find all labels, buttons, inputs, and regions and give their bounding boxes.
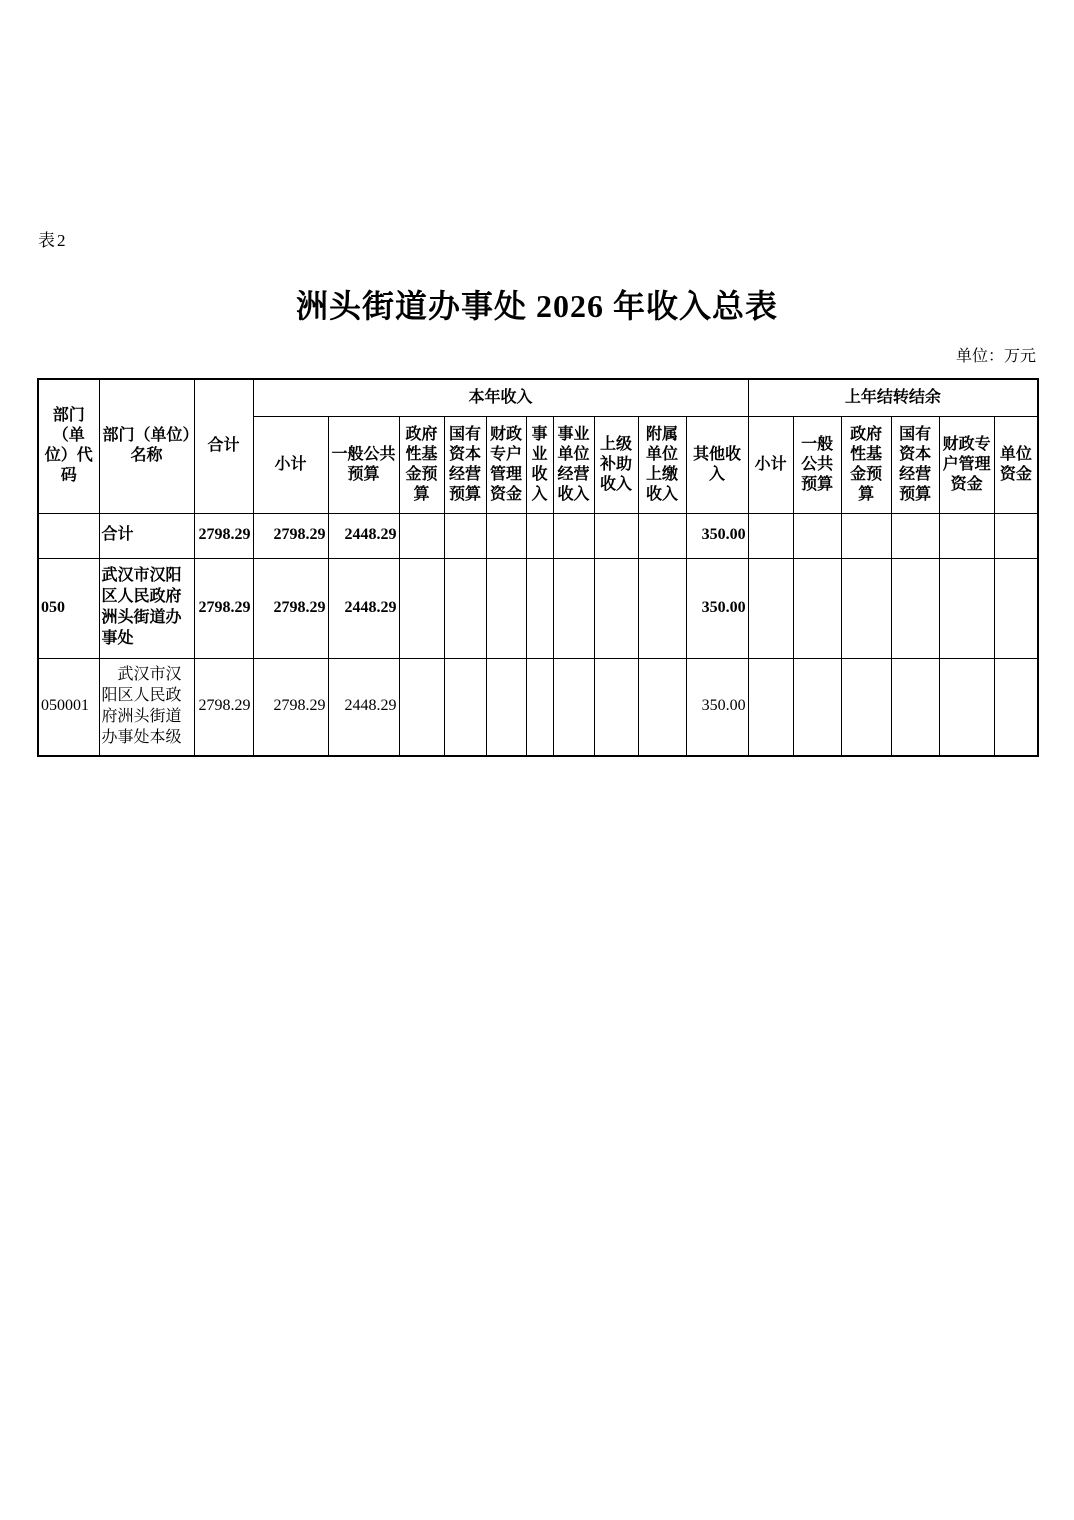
header-cy-business-operating: 事业单位经营收入 xyxy=(553,416,594,513)
cell-total: 2798.29 xyxy=(194,558,253,658)
cell-co-unit-funds xyxy=(994,558,1038,658)
cell-cy-state-capital xyxy=(444,558,486,658)
cell-cy-other-income: 350.00 xyxy=(686,658,748,756)
cell-co-unit-funds xyxy=(994,658,1038,756)
cell-co-subtotal xyxy=(748,558,793,658)
cell-cy-superior-subsidy xyxy=(594,658,638,756)
header-cy-general-budget: 一般公共预算 xyxy=(328,416,399,513)
cell-cy-state-capital xyxy=(444,658,486,756)
cell-cy-gov-fund xyxy=(399,513,444,558)
cell-name: 合计 xyxy=(99,513,194,558)
cell-cy-business-operating xyxy=(553,658,594,756)
cell-cy-affiliate-remit xyxy=(638,513,686,558)
header-co-fiscal-account: 财政专户管理资金 xyxy=(939,416,994,513)
header-co-general-budget: 一般公共预算 xyxy=(793,416,841,513)
table-number-label: 表2 xyxy=(38,231,68,250)
cell-code: 050001 xyxy=(38,658,99,756)
cell-cy-gov-fund xyxy=(399,558,444,658)
header-total: 合计 xyxy=(194,379,253,513)
header-cy-business-income: 事业收入 xyxy=(526,416,553,513)
cell-co-subtotal xyxy=(748,658,793,756)
header-co-state-capital: 国有资本经营预算 xyxy=(891,416,939,513)
cell-cy-subtotal: 2798.29 xyxy=(253,558,328,658)
cell-cy-gov-fund xyxy=(399,658,444,756)
cell-co-fiscal-account xyxy=(939,513,994,558)
header-cy-gov-fund: 政府性基金预算 xyxy=(399,416,444,513)
header-carryover: 上年结转结余 xyxy=(748,379,1038,416)
cell-cy-business-operating xyxy=(553,558,594,658)
header-cy-other-income: 其他收入 xyxy=(686,416,748,513)
cell-co-gov-fund xyxy=(841,513,891,558)
cell-cy-business-income xyxy=(526,513,553,558)
header-cy-subtotal: 小计 xyxy=(253,416,328,513)
header-cy-superior-subsidy: 上级补助收入 xyxy=(594,416,638,513)
cell-cy-affiliate-remit xyxy=(638,558,686,658)
cell-cy-superior-subsidy xyxy=(594,513,638,558)
cell-name: 武汉市汉阳区人民政府洲头街道办事处 xyxy=(99,558,194,658)
header-cy-fiscal-account: 财政专户管理资金 xyxy=(486,416,526,513)
cell-cy-general-budget: 2448.29 xyxy=(328,658,399,756)
table-row-sub-unit xyxy=(38,658,1038,756)
cell-code xyxy=(38,513,99,558)
header-dept-code: 部门（单位）代码 xyxy=(38,379,99,513)
cell-cy-affiliate-remit xyxy=(638,658,686,756)
cell-cy-general-budget: 2448.29 xyxy=(328,513,399,558)
cell-cy-business-income xyxy=(526,658,553,756)
cell-co-general-budget xyxy=(793,658,841,756)
cell-cy-subtotal: 2798.29 xyxy=(253,513,328,558)
header-co-gov-fund: 政府性基金预算 xyxy=(841,416,891,513)
cell-cy-general-budget: 2448.29 xyxy=(328,558,399,658)
cell-co-state-capital xyxy=(891,558,939,658)
cell-co-fiscal-account xyxy=(939,658,994,756)
cell-cy-business-operating xyxy=(553,513,594,558)
header-group-row xyxy=(38,379,1038,416)
cell-cy-fiscal-account xyxy=(486,513,526,558)
cell-cy-state-capital xyxy=(444,513,486,558)
cell-co-general-budget xyxy=(793,513,841,558)
cell-cy-fiscal-account xyxy=(486,658,526,756)
header-dept-name: 部门（单位）名称 xyxy=(99,379,194,513)
cell-total: 2798.29 xyxy=(194,513,253,558)
cell-name: 武汉市汉阳区人民政府洲头街道办事处本级 xyxy=(99,658,194,756)
cell-co-general-budget xyxy=(793,558,841,658)
header-current-year-income: 本年收入 xyxy=(253,379,748,416)
cell-co-state-capital xyxy=(891,658,939,756)
income-summary-table xyxy=(37,378,1039,757)
header-cy-affiliate-remit: 附属单位上缴收入 xyxy=(638,416,686,513)
cell-code: 050 xyxy=(38,558,99,658)
header-co-subtotal: 小计 xyxy=(748,416,793,513)
cell-cy-other-income: 350.00 xyxy=(686,513,748,558)
unit-note: 单位：万元 xyxy=(955,348,1036,365)
cell-co-unit-funds xyxy=(994,513,1038,558)
table-row-total xyxy=(38,513,1038,558)
cell-cy-fiscal-account xyxy=(486,558,526,658)
cell-total: 2798.29 xyxy=(194,658,253,756)
cell-cy-subtotal: 2798.29 xyxy=(253,658,328,756)
cell-cy-superior-subsidy xyxy=(594,558,638,658)
cell-co-state-capital xyxy=(891,513,939,558)
header-cy-state-capital: 国有资本经营预算 xyxy=(444,416,486,513)
cell-co-subtotal xyxy=(748,513,793,558)
header-co-unit-funds: 单位资金 xyxy=(994,416,1038,513)
cell-cy-other-income: 350.00 xyxy=(686,558,748,658)
cell-co-gov-fund xyxy=(841,658,891,756)
table-container xyxy=(37,378,1039,757)
cell-co-gov-fund xyxy=(841,558,891,658)
page-title: 洲头街道办事处 2026 年收入总表 xyxy=(295,288,778,324)
table-row-department xyxy=(38,558,1038,658)
cell-cy-business-income xyxy=(526,558,553,658)
cell-co-fiscal-account xyxy=(939,558,994,658)
